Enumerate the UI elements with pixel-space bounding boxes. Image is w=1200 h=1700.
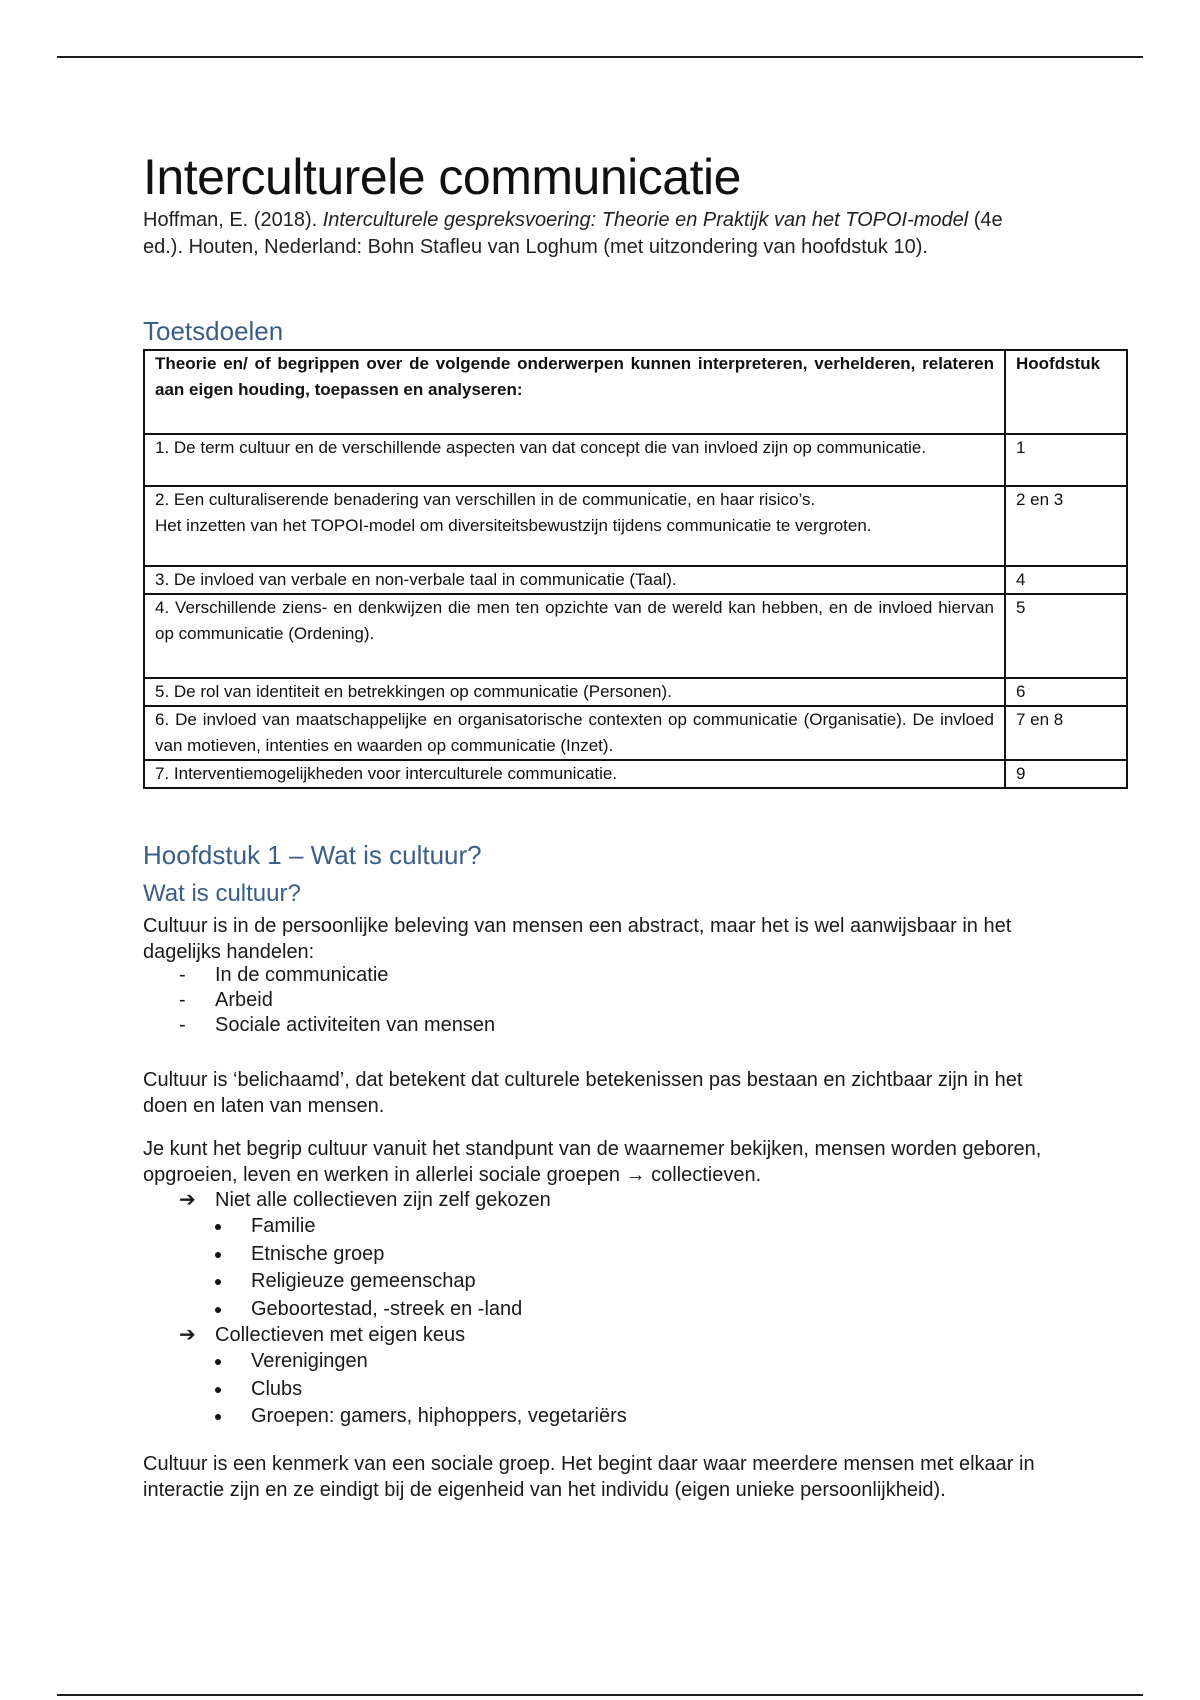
- row-topic: 1. De term cultuur en de verschillende aspecten van dat concept die van invloed zijn op communicatie.: [144, 434, 1005, 486]
- bullet-icon: [215, 1279, 221, 1285]
- list-item: [143, 1013, 495, 1038]
- list-item-text: Collectieven met eigen keus: [215, 1324, 466, 1346]
- row-chapter: 6: [1005, 678, 1127, 706]
- row-chapter: 1: [1005, 434, 1127, 486]
- bullet-icon: [215, 1307, 221, 1313]
- row-topic-line: Het inzetten van het TOPOI-model om diversiteitsbewustzijn tijdens communicatie te vergroten.: [155, 516, 872, 535]
- list-item-text: Religieuze gemeenschap: [251, 1270, 476, 1292]
- paragraph: Cultuur is ‘belichaamd’, dat betekent dat culturele betekenissen pas bestaan en zichtbaar zijn in het doen en laten van mensen.: [143, 1069, 1023, 1117]
- list-item: [143, 988, 495, 1013]
- list-item-text: Etnische groep: [251, 1242, 385, 1265]
- row-chapter: 7 en 8: [1005, 706, 1127, 760]
- row-topic: 5. De rol van identiteit en betrekkingen op communicatie (Personen).: [144, 678, 1005, 706]
- table-row: [144, 760, 1127, 788]
- list-item: [215, 1403, 627, 1431]
- reference-book-title: Interculturele gespreksvoering: Theorie en Praktijk van het TOPOI-model: [322, 209, 969, 231]
- list-item: [215, 1241, 627, 1269]
- toetsdoelen-heading: Toetsdoelen: [143, 316, 284, 346]
- dash-list: [143, 963, 495, 1038]
- bottom-rule: [57, 1694, 1143, 1696]
- bullet-list: [215, 1213, 627, 1323]
- row-chapter: 9: [1005, 760, 1127, 788]
- document-title: Interculturele communicatie: [143, 149, 741, 205]
- list-item-text: Groepen: gamers, hiphoppers, vegetariërs: [251, 1405, 627, 1427]
- chapter-1-heading: Hoofdstuk 1 – Wat is cultuur?: [143, 840, 482, 870]
- top-rule: [57, 56, 1143, 58]
- table-row: [144, 678, 1127, 706]
- list-item-text: Familie: [251, 1215, 316, 1237]
- bullet-icon: [215, 1387, 221, 1393]
- row-chapter: 4: [1005, 566, 1127, 594]
- paragraph: Je kunt het begrip cultuur vanuit het standpunt van de waarnemer bekijken, mensen worden geboren, opgroeien, leven en werken in allerlei sociale groepen → collectieven.: [143, 1138, 1042, 1186]
- list-item-text: Verenigingen: [251, 1350, 368, 1372]
- row-chapter: 5: [1005, 594, 1127, 678]
- table-row: [144, 566, 1127, 594]
- section-heading: Wat is cultuur?: [143, 880, 301, 907]
- bullet-icon: [215, 1252, 221, 1258]
- list-item: [215, 1213, 627, 1241]
- arrow-list: [143, 1188, 627, 1431]
- arrow-icon: ➔: [179, 1324, 196, 1346]
- list-item: [215, 1268, 627, 1296]
- row-topic: 6. De invloed van maatschappelijke en organisatorische contexten op communicatie (Organisatie). De invloed van motieven, intenties en waarden op communicatie (Inzet).: [144, 706, 1005, 760]
- list-item: [143, 1188, 627, 1323]
- list-item-text: Geboortestad, -streek en -land: [251, 1297, 523, 1320]
- bullet-icon: [215, 1414, 221, 1420]
- row-topic: [144, 486, 1005, 566]
- list-item-text: Niet alle collectieven zijn zelf gekozen: [215, 1189, 551, 1211]
- table-row: [144, 486, 1127, 566]
- reference-prefix: Hoffman, E. (2018).: [143, 209, 323, 231]
- list-item: [143, 1323, 627, 1431]
- row-chapter: 2 en 3: [1005, 486, 1127, 566]
- dash-marker: -: [179, 1014, 186, 1036]
- row-topic: 7. Interventiemogelijkheden voor interculturele communicatie.: [144, 760, 1005, 788]
- list-item: [215, 1296, 627, 1324]
- header-topic: Theorie en/ of begrippen over de volgende onderwerpen kunnen interpreteren, verhelderen, relateren aan eigen houding, toepassen en analyseren:: [144, 350, 1005, 434]
- list-item: [215, 1376, 627, 1404]
- dash-marker: -: [179, 964, 186, 986]
- table-row: [144, 434, 1127, 486]
- bullet-icon: [215, 1224, 221, 1230]
- arrow-icon: ➔: [179, 1189, 196, 1211]
- bullet-icon: [215, 1359, 221, 1365]
- list-item-text: In de communicatie: [215, 964, 389, 986]
- row-topic-line: 2. Een culturaliserende benadering van verschillen in de communicatie, en haar risico’s.: [155, 490, 816, 509]
- reference-suffix: (4e ed.). Houten, Nederland: Bohn Stafleu van Loghum (met uitzondering van hoofdstuk 10).: [143, 209, 1003, 258]
- dash-marker: -: [179, 989, 186, 1011]
- table-row: [144, 594, 1127, 678]
- reference-citation: [143, 207, 1013, 261]
- list-item-text: Sociale activiteiten van mensen: [215, 1014, 496, 1036]
- list-item-text: Clubs: [251, 1377, 303, 1400]
- row-topic: 3. De invloed van verbale en non-verbale taal in communicatie (Taal).: [144, 566, 1005, 594]
- list-item-text: Arbeid: [215, 989, 273, 1011]
- list-item: [215, 1348, 627, 1376]
- header-chapter: Hoofdstuk: [1005, 350, 1127, 434]
- row-topic: 4. Verschillende ziens- en denkwijzen die men ten opzichte van de wereld kan hebben, en de invloed hiervan op communicatie (Ordening).: [144, 594, 1005, 678]
- bullet-list: [215, 1348, 627, 1431]
- paragraph: Cultuur is een kenmerk van een sociale groep. Het begint daar waar meerdere mensen met elkaar in interactie zijn en ze eindigt bij de eigenheid van het individu (eigen unieke persoonlijkheid).: [143, 1453, 1035, 1501]
- list-item: [143, 963, 495, 988]
- toetsdoelen-table: [143, 349, 1128, 789]
- table-header-row: [144, 350, 1127, 434]
- table-row: [144, 706, 1127, 760]
- paragraph: Cultuur is in de persoonlijke beleving van mensen een abstract, maar het is wel aanwijsbaar in het dagelijks handelen:: [143, 915, 1012, 963]
